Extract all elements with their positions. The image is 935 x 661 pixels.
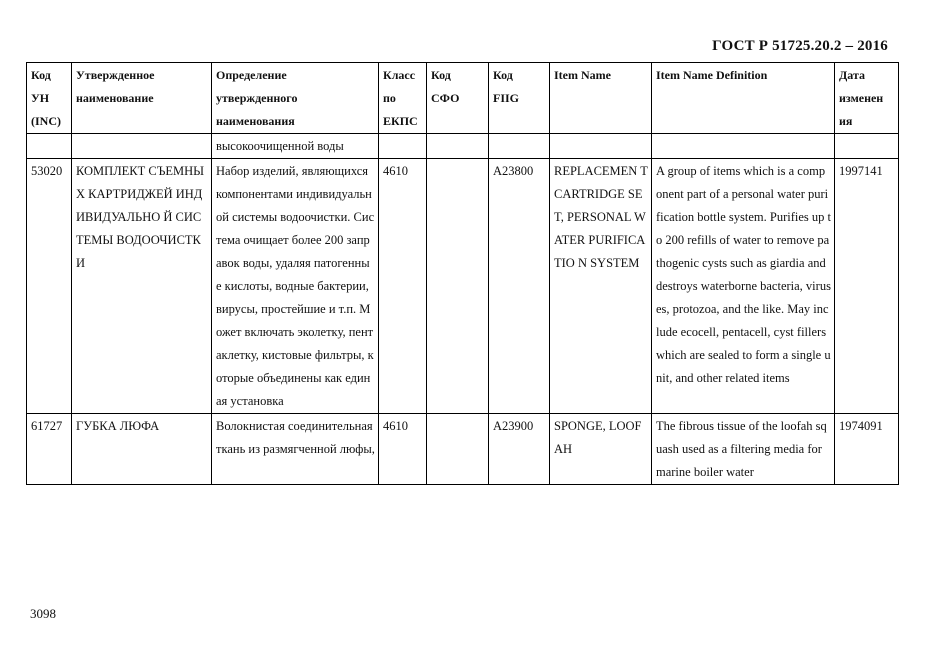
cell-item-name — [550, 134, 652, 159]
cell-fiig: A23800 — [489, 159, 550, 414]
cell-definition: высокоочищенной воды — [212, 134, 379, 159]
document-code: ГОСТ Р 51725.20.2 – 2016 — [712, 38, 888, 54]
cell-definition: Волокнистая соединительная ткань из размягченной люфы, — [212, 414, 379, 485]
column-header-definition: Определение утвержденного наименования — [212, 63, 379, 134]
cell-sfo — [427, 134, 489, 159]
cell-fiig: A23900 — [489, 414, 550, 485]
table-row — [27, 159, 899, 414]
cell-date: 1997141 — [835, 159, 899, 414]
column-header-inc: Код УН (INC) — [27, 63, 72, 134]
column-header-approved-name: Утвержденное наименование — [72, 63, 212, 134]
cell-inc — [27, 134, 72, 159]
cell-item-definition: The fibrous tissue of the loofah squash used as a filtering media for marine boiler water — [652, 414, 835, 485]
cell-date: 1974091 — [835, 414, 899, 485]
page-number: 3098 — [30, 606, 56, 621]
cell-item-definition: A group of items which is a component part of a personal water purification bottle system. Purifies up to 200 refills of water to remove pathogenic cysts such as giardia and destroys waterborne bacteria, viruses, protozoa, and the like. May include ecocell, pentacell, cyst fillers which are sealed to form a single unit, and other related items — [652, 159, 835, 414]
column-header-fiig-code: Код FIIG — [489, 63, 550, 134]
table-row — [27, 414, 899, 485]
column-header-item-name: Item Name — [550, 63, 652, 134]
cell-name: КОМПЛЕКТ СЪЕМНЫХ КАРТРИДЖЕЙ ИНДИВИДУАЛЬНО Й СИСТЕМЫ ВОДООЧИСТКИ — [72, 159, 212, 414]
cell-sfo — [427, 414, 489, 485]
cell-ekps — [379, 134, 427, 159]
cell-ekps: 4610 — [379, 414, 427, 485]
column-header-item-name-definition: Item Name Definition — [652, 63, 835, 134]
cell-item-definition — [652, 134, 835, 159]
cell-name: ГУБКА ЛЮФА — [72, 414, 212, 485]
cell-fiig — [489, 134, 550, 159]
cell-sfo — [427, 159, 489, 414]
cell-name — [72, 134, 212, 159]
column-header-change-date: Дата изменен ия — [835, 63, 899, 134]
cell-inc: 53020 — [27, 159, 72, 414]
column-header-sfo-code: Код СФО — [427, 63, 489, 134]
header-row — [27, 63, 899, 134]
cell-ekps: 4610 — [379, 159, 427, 414]
continuation-row — [27, 134, 899, 159]
cell-definition: Набор изделий, являющихся компонентами индивидуальной системы водоочистки. Система очищает более 200 заправок воды, удаляя патогенные кислоты, водные бактерии, вирусы, простейшие и т.п. Может включать эколетку, пентаклетку, кистовые фильтры, которые объединены как единая установка — [212, 159, 379, 414]
cell-item-name: SPONGE, LOOFAH — [550, 414, 652, 485]
catalog-table — [26, 62, 899, 485]
cell-item-name: REPLACEMEN T CARTRIDGE SET, PERSONAL WATER PURIFICATIO N SYSTEM — [550, 159, 652, 414]
cell-date — [835, 134, 899, 159]
cell-inc: 61727 — [27, 414, 72, 485]
column-header-ekps-class: Класс по ЕКПС — [379, 63, 427, 134]
